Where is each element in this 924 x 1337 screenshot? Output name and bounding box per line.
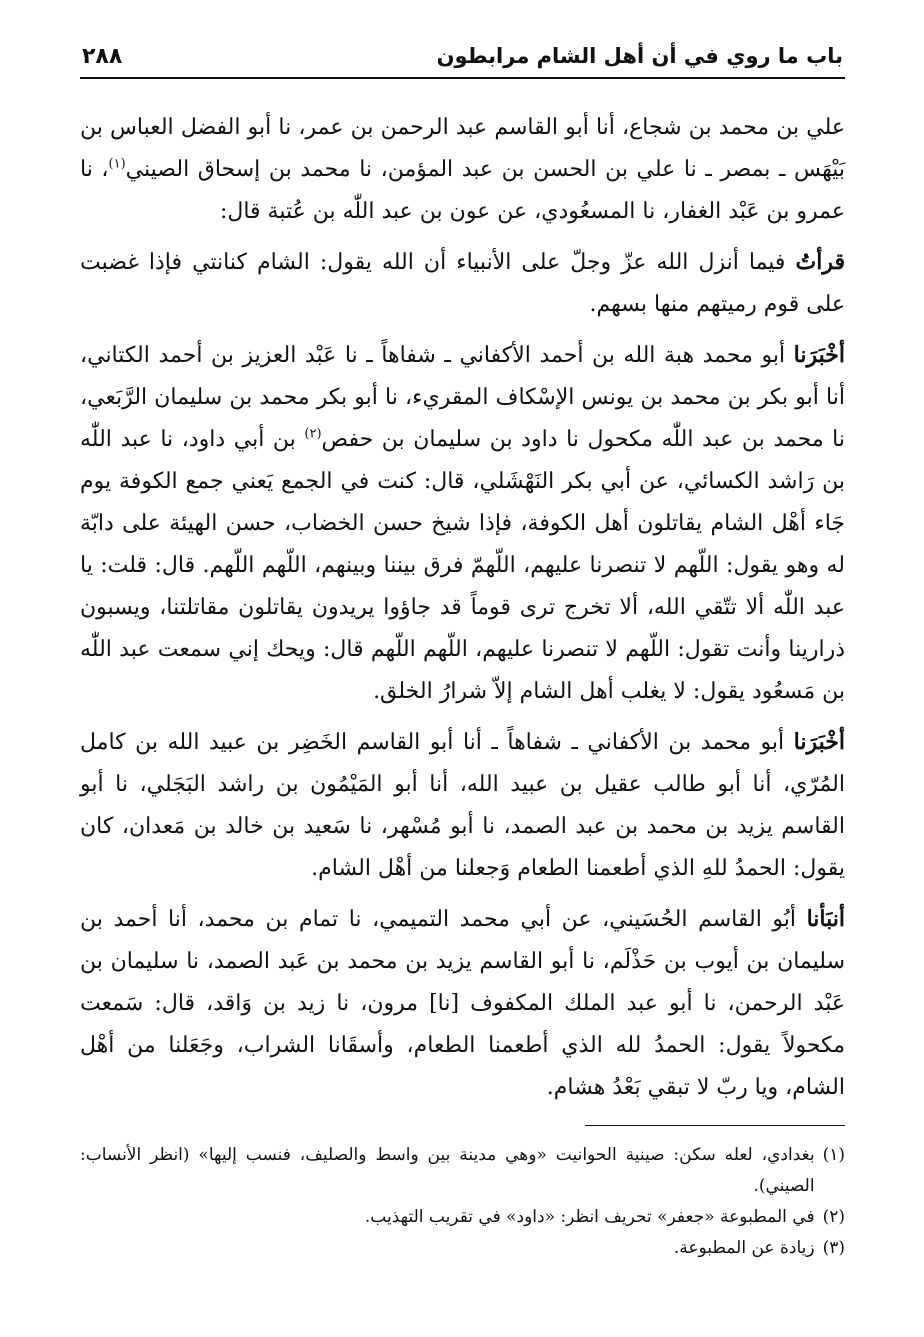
paragraph-lead-word: أنبَأنا xyxy=(806,906,845,932)
footnote-number: (٣) xyxy=(822,1238,845,1258)
footnote-ref: (٢) xyxy=(304,426,322,442)
paragraph-1 xyxy=(80,107,845,233)
footnote-text: زيادة عن المطبوعة. xyxy=(673,1238,815,1258)
paragraph-text: أبو محمد هبة الله بن أحمد الأكفاني ـ شفاهاً ـ نا عَبْد العزيز بن أحمد الكتاني، أنا أبو بكر بن محمد بن يونس الإسْكاف المقريء، نا أبو بكر محمد بن سليمان الرَّبَعي، نا محمد بن عبد اللّٰه مكحول نا داود بن سليمان بن حفص xyxy=(80,343,846,452)
footnote-1 xyxy=(80,1140,845,1202)
paragraph-lead-word: أخْبَرَنا xyxy=(793,342,845,368)
footnotes xyxy=(80,1140,845,1264)
book-page xyxy=(80,40,845,1264)
footnote-divider xyxy=(585,1125,845,1126)
main-text xyxy=(80,107,845,1109)
paragraph-text: أبو محمد بن الأكفاني ـ شفاهاً ـ أنا أبو القاسم الخَضِر بن عبيد الله بن كامل المُرّي، أنا أبو طالب عقيل بن عبيد الله، أنا أبو المَيْمُون بن راشد البَجَلي، نا أبو القاسم يزيد بن محمد بن عبد الصمد، نا أبو مُسْهر، نا سَعيد بن خالد بن مَعدان، كان يقول: الحمدُ للهِ الذي أطعمنا الطعام وَجعلنا من أهْل الشام. xyxy=(80,730,845,881)
footnote-number: (١) xyxy=(822,1145,845,1165)
paragraph-5 xyxy=(80,898,845,1109)
page-header xyxy=(80,40,845,79)
paragraph-2 xyxy=(80,241,845,326)
paragraph-text: فيما أنزل الله عزّ وجلّ على الأنبياء أن الله يقول: الشام كنانتي فإذا غضبت على قوم رميتهم منها بسهم. xyxy=(80,250,845,317)
paragraph-lead-word: قرأتُ xyxy=(795,249,846,275)
page-number: ٢٨٨ xyxy=(82,44,123,69)
footnote-text: في المطبوعة «جعفر» تحريف انظر: «داود» في تقريب التهذيب. xyxy=(364,1207,815,1227)
running-title: باب ما روي في أن أهل الشام مرابطون xyxy=(436,44,843,68)
footnote-ref: (١) xyxy=(108,156,126,172)
footnote-text: بغدادي، لعله سكن: صينية الحوانيت «وهي مدينة بين واسط والصليف، فنسب إليها» (انظر الأنساب: الصيني). xyxy=(80,1145,815,1196)
paragraph-text: بن أبي داود، نا عبد اللّٰه بن رَاشد الكسائي، عن أبي بكر النَهْشَلي، قال: كنت في الجمع يَعني جمع الكوفة يوم جَاء أهْل الشام يقاتلون أهل الكوفة، فإذا شيخ حسن الخضاب، حسن الهيئة على دابّة له وهو يقول: اللّهم لا تنصرنا عليهم، اللّهمّ فرق بيننا وبينهم، اللّهم اللّهم. قال: قلت: يا عبد اللّٰه ألا تتّقي الله، ألا تخرج ترى قوماً قد جاؤوا يريدون يقاتلون مقاتلتنا، ويسبون ذرارينا وأنت تقول: اللّهم لا تنصرنا عليهم، اللّهم اللّهم قال: ويحك إني سمعت عبد اللّٰه بن مَسعُود يقول: لا يغلب أهل الشام إلاّ شرارُ الخلق. xyxy=(80,427,845,704)
paragraph-text: ، نا عمرو بن عَبْد الغفار، نا المسعُودي، عن عون بن عبد اللّٰه بن عُتبة قال: xyxy=(80,157,845,224)
paragraph-lead-word: أخْبَرَنا xyxy=(793,729,845,755)
paragraph-3 xyxy=(80,334,845,713)
footnote-3 xyxy=(80,1233,845,1264)
footnote-2 xyxy=(80,1202,845,1233)
paragraph-text: علي بن محمد بن شجاع، أنا أبو القاسم عبد الرحمن بن عمر، نا أبو الفضل العباس بن بَيْهَس ـ بمصر ـ نا علي بن الحسن بن عبد المؤمن، نا محمد بن إسحاق الصيني xyxy=(80,115,846,182)
paragraph-4 xyxy=(80,721,845,890)
footnote-number: (٢) xyxy=(822,1207,845,1227)
paragraph-text: أبُو القاسم الحُسَيني، عن أبي محمد التميمي، نا تمام بن محمد، أنا أحمد بن سليمان بن أيوب بن حَذْلَم، نا أبو القاسم يزيد بن محمد بن عَبد الصمد، نا سليمان بن عَبْد الرحمن، نا أبو عبد الملك المكفوف [نا] مرون، نا زيد بن وَاقد، قال: سَمعت مكحولاً يقول: الحمدُ لله الذي أطعمنا الطعام، وأسقَانا الشراب، وجَعَلنا من أهْل الشام، ويا ربّ لا تبقي بَعْدُ هشام. xyxy=(80,907,845,1100)
